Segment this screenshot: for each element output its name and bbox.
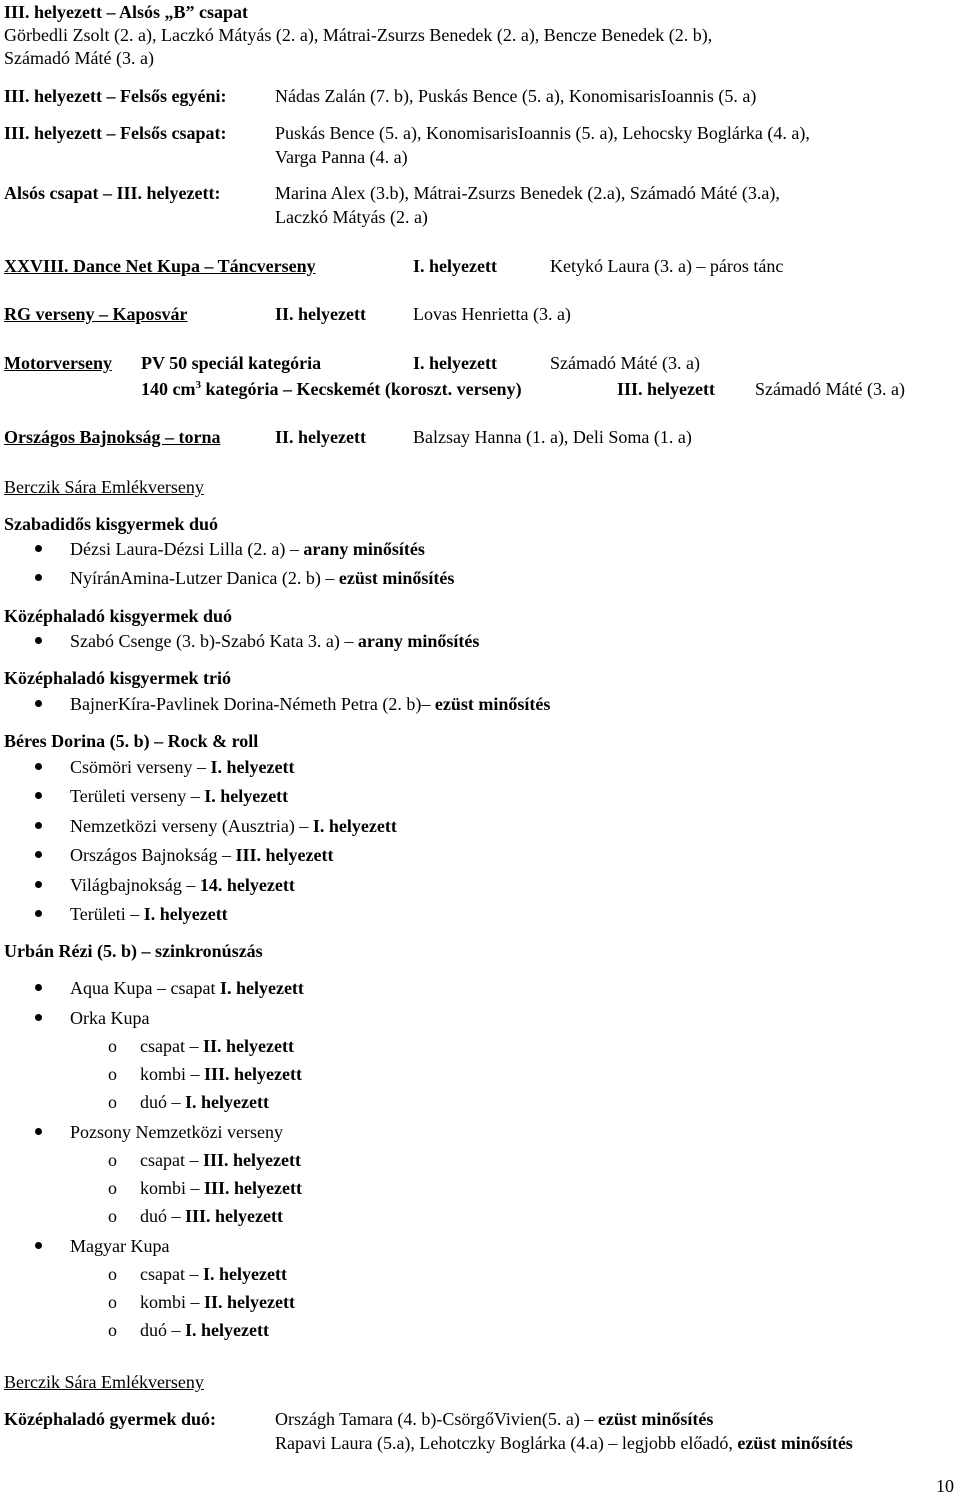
item-names: Rapavi Laura (5.a), Lehotczky Boglárka (4.a) – legjobb előadó, [275, 1433, 738, 1453]
bullet-icon [35, 545, 42, 552]
dance-place: I. helyezett [413, 256, 497, 276]
item-names: duó – [140, 1206, 185, 1226]
item-result: III. helyezett [202, 1150, 301, 1170]
kozephalado-trio-item-1 [70, 694, 550, 714]
item-result: ezüst minősítés [434, 694, 551, 714]
bullet-icon [35, 574, 42, 581]
kozephalado-duo-item-1 [70, 631, 479, 651]
page-number: 10 [936, 1476, 954, 1496]
item-names: kombi – [140, 1064, 205, 1084]
alsos-csapat-names-1: Marina Alex (3.b), Mátrai-Zsurzs Benedek (2.a), Számadó Máté (3.a), [275, 183, 780, 203]
orka-item: Orka Kupa [70, 1008, 150, 1028]
motor-names-1: Számadó Máté (3. a) [550, 353, 700, 373]
aqua-item [70, 978, 304, 998]
item-names: duó – [140, 1320, 185, 1340]
item-result: I. helyezett [219, 978, 304, 998]
item-names: Területi – [70, 904, 144, 924]
kozephalado-trio-title: Középhaladó kisgyermek trió [4, 668, 231, 688]
pozsony-sub-3 [140, 1206, 283, 1226]
bullet-icon [35, 984, 42, 991]
alsos-b-names-2: Számadó Máté (3. a) [4, 48, 154, 68]
item-result: I. helyezett [204, 786, 289, 806]
item-names: Országos Bajnokság – [70, 845, 236, 865]
alsos-csapat-label: Alsós csapat – III. helyezett: [4, 183, 221, 203]
magyar-sub-1 [140, 1264, 287, 1284]
alsos-b-heading: III. helyezett – Alsós „B” csapat [4, 2, 248, 22]
item-names: duó – [140, 1092, 185, 1112]
bullet-icon [35, 763, 42, 770]
pozsony-sub-1 [140, 1150, 301, 1170]
item-names: Területi verseny – [70, 786, 205, 806]
kozephalado-gyermek-duo-item-1 [275, 1409, 713, 1429]
item-names: Dézsi Laura-Dézsi Lilla (2. a) – [70, 539, 304, 559]
item-result: III. helyezett [235, 845, 334, 865]
circle-bullet-icon: o [108, 1206, 117, 1226]
motor-category-2-pre: 140 cm [141, 379, 196, 399]
felsos-csapat-label: III. helyezett – Felsős csapat: [4, 123, 227, 143]
motor-place-1: I. helyezett [413, 353, 497, 373]
item-result: I. helyezett [185, 1092, 269, 1112]
motor-category-2-post: kategória – Kecskemét (koroszt. verseny) [200, 379, 522, 399]
circle-bullet-icon: o [108, 1036, 117, 1056]
felsos-csapat-names-2: Varga Panna (4. a) [275, 147, 408, 167]
circle-bullet-icon: o [108, 1264, 117, 1284]
item-names: csapat – [140, 1036, 203, 1056]
item-result: ezüst minősítés [737, 1433, 853, 1453]
item-names: csapat – [140, 1150, 203, 1170]
szabadidos-item-1 [70, 539, 425, 559]
item-result: arany minősítés [303, 539, 425, 559]
ob-title: Országos Bajnokság – torna [4, 427, 221, 447]
bullet-icon [35, 792, 42, 799]
rg-place: II. helyezett [275, 304, 366, 324]
bullet-icon [35, 881, 42, 888]
item-names: kombi – [140, 1178, 205, 1198]
kozephalado-duo-title: Középhaladó kisgyermek duó [4, 606, 233, 626]
bullet-icon [35, 637, 42, 644]
alsos-csapat-names-2: Laczkó Mátyás (2. a) [275, 207, 428, 227]
item-result: II. helyezett [204, 1292, 295, 1312]
item-names: kombi – [140, 1292, 205, 1312]
pozsony-sub-2 [140, 1178, 302, 1198]
alsos-b-names-1: Görbedli Zsolt (2. a), Laczkó Mátyás (2. a), Mátrai-Zsurzs Benedek (2. a), Bencze Benedek (2. b), [4, 25, 713, 45]
motor-category-2 [141, 379, 522, 399]
motor-category-2-sup: 3 [195, 379, 201, 391]
orka-sub-3 [140, 1092, 269, 1112]
item-names: Szabó Csenge (3. b)-Szabó Kata 3. a) – [70, 631, 358, 651]
magyar-sub-2 [140, 1292, 295, 1312]
szabadidos-title: Szabadidős kisgyermek duó [4, 514, 219, 534]
berczik-heading-2: Berczik Sára Emlékverseny [4, 1372, 204, 1392]
szabadidos-item-2 [70, 568, 454, 588]
orka-sub-2 [140, 1064, 302, 1084]
item-result: 14. helyezett [199, 875, 295, 895]
motor-place-2: III. helyezett [617, 379, 715, 399]
felsos-csapat-names-1: Puskás Bence (5. a), KonomisarisIoannis (5. a), Lehocsky Boglárka (4. a), [275, 123, 810, 143]
item-result: ezüst minősítés [338, 568, 455, 588]
bullet-icon [35, 700, 42, 707]
circle-bullet-icon: o [108, 1178, 117, 1198]
item-names: BajnerKíra-Pavlinek Dorina-Németh Petra (2. b)– [70, 694, 435, 714]
beres-item-4 [70, 845, 333, 865]
item-result: II. helyezett [202, 1036, 294, 1056]
bullet-icon [35, 851, 42, 858]
circle-bullet-icon: o [108, 1150, 117, 1170]
item-names: Országh Tamara (4. b)-CsörgőVivien(5. a) – [275, 1409, 598, 1429]
beres-title: Béres Dorina (5. b) – Rock & roll [4, 731, 259, 751]
item-result: I. helyezett [202, 1264, 287, 1284]
bullet-icon [35, 1014, 42, 1021]
item-result: ezüst minősítés [597, 1409, 714, 1429]
circle-bullet-icon: o [108, 1092, 117, 1112]
circle-bullet-icon: o [108, 1292, 117, 1312]
item-names: Aqua Kupa – csapat [70, 978, 220, 998]
rg-names: Lovas Henrietta (3. a) [413, 304, 571, 324]
beres-item-1 [70, 757, 294, 777]
item-names: NyíránAmina-Lutzer Danica (2. b) – [70, 568, 339, 588]
item-result: III. helyezett [185, 1206, 283, 1226]
circle-bullet-icon: o [108, 1064, 117, 1084]
item-names: csapat – [140, 1264, 203, 1284]
dance-names: Ketykó Laura (3. a) – páros tánc [550, 256, 784, 276]
felsos-egyeni-names: Nádas Zalán (7. b), Puskás Bence (5. a), KonomisarisIoannis (5. a) [275, 86, 757, 106]
item-result: I. helyezett [312, 816, 397, 836]
beres-item-5 [70, 875, 295, 895]
urban-title: Urbán Rézi (5. b) – szinkronúszás [4, 941, 263, 961]
item-names: Világbajnokság – [70, 875, 200, 895]
beres-item-3 [70, 816, 397, 836]
magyar-item: Magyar Kupa [70, 1236, 170, 1256]
item-names: Csömöri verseny – [70, 757, 211, 777]
bullet-icon [35, 910, 42, 917]
orka-sub-1 [140, 1036, 294, 1056]
berczik-heading-1: Berczik Sára Emlékverseny [4, 477, 204, 497]
bullet-icon [35, 1242, 42, 1249]
motor-names-2: Számadó Máté (3. a) [755, 379, 905, 399]
item-result: I. helyezett [185, 1320, 269, 1340]
felsos-egyeni-label: III. helyezett – Felsős egyéni: [4, 86, 227, 106]
item-result: I. helyezett [210, 757, 295, 777]
bullet-icon [35, 822, 42, 829]
magyar-sub-3 [140, 1320, 269, 1340]
item-result: III. helyezett [204, 1064, 302, 1084]
item-result: I. helyezett [143, 904, 228, 924]
motor-category-1: PV 50 speciál kategória [141, 353, 322, 373]
beres-item-6 [70, 904, 228, 924]
bullet-icon [35, 1128, 42, 1135]
dance-title: XXVIII. Dance Net Kupa – Táncverseny [4, 256, 316, 276]
motor-title: Motorverseny [4, 353, 112, 373]
rg-title: RG verseny – Kaposvár [4, 304, 188, 324]
ob-place: II. helyezett [275, 427, 366, 447]
beres-item-2 [70, 786, 288, 806]
item-result: III. helyezett [204, 1178, 302, 1198]
kozephalado-gyermek-duo-label: Középhaladó gyermek duó: [4, 1409, 217, 1429]
ob-names: Balzsay Hanna (1. a), Deli Soma (1. a) [413, 427, 692, 447]
item-names: Nemzetközi verseny (Ausztria) – [70, 816, 313, 836]
kozephalado-gyermek-duo-item-2 [275, 1433, 853, 1453]
item-result: arany minősítés [357, 631, 480, 651]
pozsony-item: Pozsony Nemzetközi verseny [70, 1122, 283, 1142]
circle-bullet-icon: o [108, 1320, 117, 1340]
